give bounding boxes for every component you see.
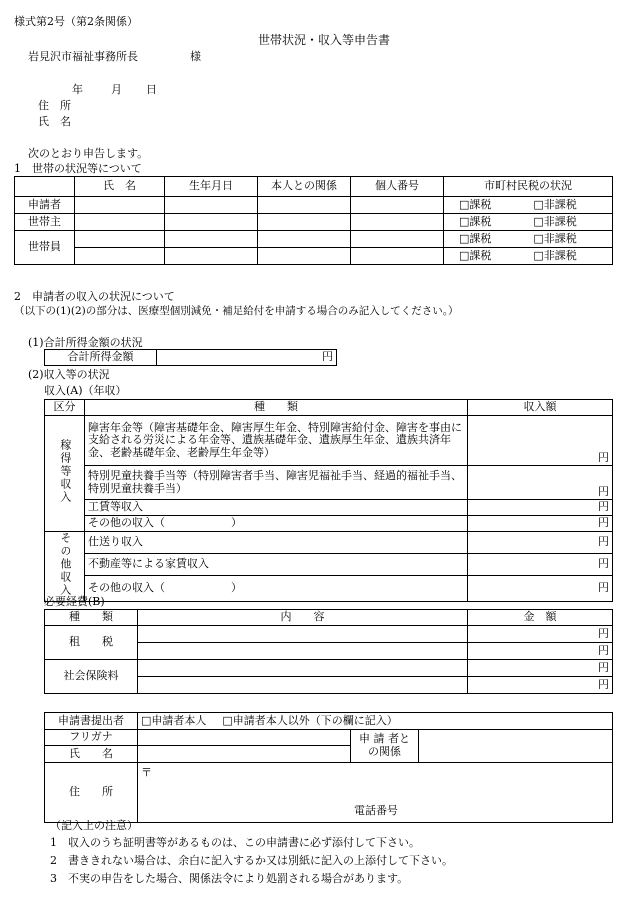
relation-label: 申 請 者との関係 [351, 730, 419, 763]
submitter-table [44, 712, 613, 823]
phone-label: 電話番号 [354, 804, 398, 818]
row-label-member: 世帯員 [15, 231, 75, 265]
member1-relation-cell[interactable] [258, 231, 351, 248]
checkbox-taxed[interactable]: □課税 [459, 214, 492, 228]
honorific: 様 [190, 50, 201, 63]
head-name-cell[interactable] [75, 214, 165, 231]
income-item-wages: 工賃等収入 [85, 500, 468, 516]
total-income-input[interactable] [157, 350, 337, 366]
furigana-input[interactable] [138, 730, 351, 746]
header-income-amount: 収入額 [468, 400, 613, 416]
income-item-allowance: 特別児童扶養手当等（特別障害者手当、障害児福祉手当、経過的福祉手当、特別児童扶養手当） [85, 466, 468, 500]
note-item: 1 収入のうち証明書等があるものは、この申請書に必ず添付して下さい。 [50, 836, 420, 849]
checkbox-taxed[interactable]: □課税 [459, 197, 492, 211]
yen-unit: 円 [598, 580, 609, 594]
checkbox-other[interactable]: □申請者本人以外（下の欄に記入） [222, 713, 398, 727]
income-table [44, 399, 613, 602]
member1-tax-cell [444, 231, 613, 248]
furigana-label: フリガナ [45, 730, 138, 746]
header-birthdate: 生年月日 [165, 177, 258, 197]
earned-income-group: 稼得等収入 [45, 416, 85, 532]
postal-mark: 〒 [141, 766, 152, 779]
checkbox-taxed[interactable]: □課税 [459, 231, 492, 245]
applicant-birth-cell[interactable] [165, 197, 258, 214]
submitter-label: 申請書提出者 [45, 713, 138, 730]
other-amount-input[interactable] [468, 575, 613, 601]
header-expense-type: 種 類 [45, 610, 138, 626]
submitter-options [138, 713, 613, 730]
household-table [14, 176, 613, 265]
head-relation-cell[interactable] [258, 214, 351, 231]
note-item: 3 不実の申告をした場合、関係法令により処罰される場合があります。 [50, 872, 409, 885]
applicant-address-label: 住 所 [38, 99, 71, 112]
other-income-group: その他収入 [45, 532, 85, 602]
remittance-amount-input[interactable] [468, 532, 613, 554]
member2-id-cell[interactable] [351, 248, 444, 265]
applicant-name-label: 氏 名 [38, 115, 71, 128]
expense-table [44, 609, 613, 694]
tax-amount-input-2[interactable] [468, 643, 613, 660]
insurance-amount-input-1[interactable] [468, 660, 613, 677]
member2-relation-cell[interactable] [258, 248, 351, 265]
header-income-type: 種 類 [85, 400, 468, 416]
tax-content-input-1[interactable] [138, 626, 468, 643]
income-a-title: 収入(A)（年収） [44, 384, 127, 397]
checkbox-exempt[interactable]: □非課税 [533, 197, 577, 211]
wages-amount-input[interactable] [468, 500, 613, 516]
income-item-pension: 障害年金等（障害基礎年金、障害厚生年金、特別障害給付金、障害を事由に支給される労災による年金等、遺族基礎年金、遺族厚生年金、遺族共済年金、老齢基礎年金、老齢厚生年金等） [85, 416, 468, 466]
row-label-head: 世帯主 [15, 214, 75, 231]
relation-input[interactable] [419, 730, 613, 763]
section2-note: （以下の(1)(2)の部分は、医療型個別減免・補足給付を申請する場合のみ記入してください。） [14, 305, 459, 317]
note-item: 2 書ききれない場合は、余白に記入するか又は別紙に記入の上添付して下さい。 [50, 854, 453, 867]
checkbox-taxed[interactable]: □課税 [459, 248, 492, 262]
document-title: 世帯状況・収入等申告書 [258, 33, 391, 47]
expense-insurance-label: 社会保険料 [45, 660, 138, 694]
header-category: 区分 [45, 400, 85, 416]
yen-unit: 円 [598, 660, 609, 674]
expense-b-title: 必要経費(B) [44, 595, 105, 608]
income-item-other: その他の収入（ ） [85, 575, 468, 601]
date-month: 月 [111, 83, 122, 96]
yen-unit: 円 [598, 677, 609, 691]
total-income-subheading: (1)合計所得金額の状況 [28, 336, 143, 349]
head-id-cell[interactable] [351, 214, 444, 231]
head-tax-cell [444, 214, 613, 231]
checkbox-exempt[interactable]: □非課税 [533, 214, 577, 228]
yen-unit: 円 [598, 643, 609, 657]
insurance-amount-input-2[interactable] [468, 677, 613, 694]
income-item-rent: 不動産等による家賃収入 [85, 553, 468, 575]
insurance-content-input-2[interactable] [138, 677, 468, 694]
header-relation: 本人との関係 [258, 177, 351, 197]
applicant-id-cell[interactable] [351, 197, 444, 214]
submitter-name-input[interactable] [138, 746, 351, 763]
yen-unit: 円 [598, 500, 609, 514]
header-expense-content: 内 容 [138, 610, 468, 626]
yen-unit: 円 [322, 350, 333, 364]
checkbox-self[interactable]: □申請者本人 [141, 713, 207, 727]
yen-unit: 円 [598, 626, 609, 640]
applicant-tax-cell [444, 197, 613, 214]
header-tax-status: 市町村民税の状況 [444, 177, 613, 197]
header-name: 氏 名 [75, 177, 165, 197]
pension-amount-input[interactable] [468, 416, 613, 466]
yen-unit: 円 [598, 557, 609, 571]
rent-amount-input[interactable] [468, 553, 613, 575]
member1-birth-cell[interactable] [165, 231, 258, 248]
member2-name-cell[interactable] [75, 248, 165, 265]
expense-tax-label: 租 税 [45, 626, 138, 660]
checkbox-exempt[interactable]: □非課税 [533, 231, 577, 245]
header-expense-amount: 金 額 [468, 610, 613, 626]
date-day: 日 [146, 83, 157, 96]
form-number: 様式第2号（第2条関係） [14, 15, 138, 28]
date-year: 年 [72, 83, 83, 96]
member1-id-cell[interactable] [351, 231, 444, 248]
yen-unit: 円 [598, 516, 609, 530]
row-label-applicant: 申請者 [15, 197, 75, 214]
tax-content-input-2[interactable] [138, 643, 468, 660]
insurance-content-input-1[interactable] [138, 660, 468, 677]
income-status-subheading: (2)収入等の状況 [28, 368, 110, 381]
allowance-amount-input[interactable] [468, 466, 613, 500]
submitter-address-input[interactable] [138, 763, 613, 823]
applicant-name-cell[interactable] [75, 197, 165, 214]
notes-title: （記入上の注意） [50, 819, 138, 832]
corner-cell [15, 177, 75, 197]
member1-name-cell[interactable] [75, 231, 165, 248]
yen-unit: 円 [598, 451, 609, 465]
checkbox-exempt[interactable]: □非課税 [533, 248, 577, 262]
section2-heading: 2 申請者の収入の状況について [14, 290, 175, 303]
yen-unit: 円 [598, 535, 609, 549]
intro-text: 次のとおり申告します。 [28, 147, 149, 160]
income-item-remittance: 仕送り収入 [85, 532, 468, 554]
member2-tax-cell [444, 248, 613, 265]
yen-unit: 円 [598, 485, 609, 499]
header-id-number: 個人番号 [351, 177, 444, 197]
submitter-name-label: 氏 名 [45, 746, 138, 763]
total-income-table [44, 349, 337, 366]
tax-amount-input-1[interactable] [468, 626, 613, 643]
head-birth-cell[interactable] [165, 214, 258, 231]
submitter-address-label: 住 所 [45, 763, 138, 823]
applicant-relation-cell[interactable] [258, 197, 351, 214]
other-earned-amount-input[interactable] [468, 516, 613, 532]
addressee: 岩見沢市福祉事務所長 [28, 50, 138, 63]
section1-heading: 1 世帯の状況等について [14, 162, 142, 175]
total-income-label: 合計所得金額 [45, 350, 157, 366]
member2-birth-cell[interactable] [165, 248, 258, 265]
income-item-other-earned: その他の収入（ ） [85, 516, 468, 532]
